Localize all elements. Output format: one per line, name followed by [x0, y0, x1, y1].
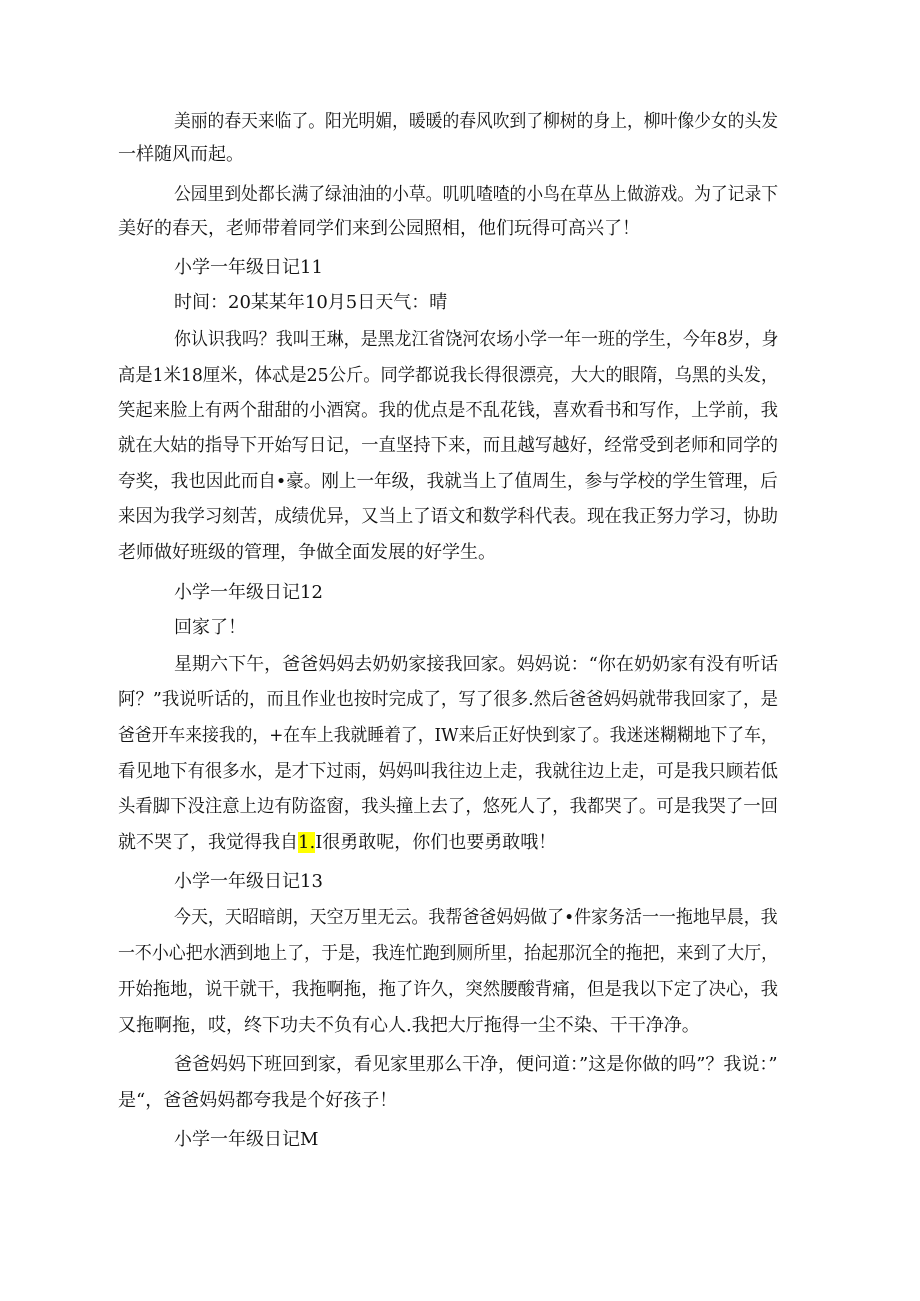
- text-line: [0, 502, 920, 532]
- text-line: [0, 538, 920, 568]
- text-line-content: 时间：20某某年10月5日天气：晴: [174, 292, 448, 313]
- text-line-content: 夸奖，我也因此而自•豪。刚上一年级，我就当上了值周生，参与学校的学生管理，后: [118, 471, 778, 492]
- text-line: [0, 214, 920, 244]
- text-line-content: 星期六下午，爸爸妈妈去奶奶家接我回家。妈妈说：“你在奶奶家有没有听话: [174, 654, 779, 675]
- text-line-content: 高是1米18厘米，体忒是25公斤。同学都说我长得很漂亮，大大的眼隋，乌黑的头发，: [118, 365, 779, 386]
- text-line: [0, 396, 920, 426]
- text-line-content: 又拖啊拖，哎，终下功夫不负有心人.我把大厅拖得一尘不染、干干净净。: [118, 1015, 700, 1036]
- highlight-mark: 1.: [298, 832, 316, 853]
- text-line-content: 美好的春天，老师带着同学们来到公园照相，他们玩得可高兴了！: [118, 218, 640, 239]
- text-line-content: 头看脚下没注意上边有防盗窗，我头撞上去了，悠死人了，我都哭了。可是我哭了一回: [118, 796, 778, 817]
- text-line-content: 老师做好班级的管理，争做全面发展的好学生。: [118, 542, 496, 563]
- text-line: [0, 325, 920, 355]
- text-line-content: 一样随风而起。: [118, 144, 244, 165]
- text-line-content: 笑起来脸上有两个甜甜的小酒窝。我的优点是不乱花钱，喜欢看书和写作，上学前，我: [118, 400, 778, 421]
- text-line-content: 来因为我学习刻苦，成绩优异，又当上了语文和数学科代表。现在我正努力学习，协助: [118, 506, 778, 527]
- text-line-content: 你认识我吗？我叫王琳，是黑龙江省饶河农场小学一年一班的学生，今年8岁，身: [174, 329, 779, 350]
- text-line: [0, 975, 920, 1005]
- text-line-content: 爸爸妈妈下班回到家，看见家里那么干净，便问道：”这是你做的吗”？我说：”: [174, 1054, 778, 1075]
- text-line: [0, 1011, 920, 1041]
- text-line-content: 小学一年级日记M: [174, 1129, 319, 1150]
- text-line: [0, 939, 920, 969]
- text-line: [0, 903, 920, 933]
- text-line: [0, 578, 920, 608]
- text-line: [0, 757, 920, 787]
- text-line-content: 美丽的春天来临了。阳光明媚，暖暖的春风吹到了柳树的身上，柳叶像少女的头发: [174, 111, 778, 132]
- text-line: [0, 253, 920, 283]
- text-line: [0, 431, 920, 461]
- text-line-content: 开始拖地，说干就干，我拖啊拖，拖了许久，突然腰酸背痛，但是我以下定了决心，我: [118, 979, 778, 1000]
- text-line-content: 小学一年级日记12: [174, 582, 323, 603]
- text-line: [0, 1050, 920, 1080]
- text-line-content: 小学一年级日记11: [174, 257, 323, 278]
- text-line-content: 看见地下有很多水，是才下过雨，妈妈叫我往边上走，我就往边上走，可是我只顾若低: [118, 761, 778, 782]
- text-line: [0, 288, 920, 318]
- text-line: [0, 1086, 920, 1116]
- text-line: [0, 1125, 920, 1155]
- text-line-content: 小学一年级日记13: [174, 871, 323, 892]
- text-line-content: 公园里到处都长满了绿油油的小草。叽叽喳喳的小鸟在草丛上做游戏。为了记录下: [174, 184, 778, 205]
- text-line: [0, 180, 920, 210]
- text-line-content: 一不小心把水洒到地上了，于是，我连忙跑到厕所里，抬起那沉全的拖把，来到了大厅，: [118, 943, 778, 964]
- text-line-content: 就在大姑的指导下开始写日记，一直坚持下来，而且越写越好，经常受到老师和同学的: [118, 435, 778, 456]
- text-line-content: 阿？”我说听话的，而且作业也按时完成了，写了很多.然后爸爸妈妈就带我回家了，是: [118, 689, 778, 710]
- text-line: [0, 613, 920, 643]
- text-line: [0, 867, 920, 897]
- text-line-content: 今天，天昭暗朗，天空万里无云。我帮爸爸妈妈做了•件家务活一一拖地早晨，我: [174, 907, 778, 928]
- text-line: [0, 650, 920, 680]
- text-line-content: 爸爸开车来接我的，+在车上我就睡着了，IW来后正好快到家了。我迷迷糊糊地下了车，: [118, 725, 778, 746]
- text-line: [0, 140, 920, 170]
- text-line: [0, 467, 920, 497]
- text-line: [0, 828, 920, 858]
- text-line: [0, 721, 920, 751]
- text-line: [0, 107, 920, 137]
- text-line-content: 就不哭了，我觉得我自1.I很勇敢呢，你们也要勇敢哦！: [118, 832, 557, 853]
- text-line: [0, 361, 920, 391]
- text-line: [0, 685, 920, 715]
- text-line-content: 回家了！: [174, 617, 246, 638]
- text-line-content: 是“，爸爸妈妈都夸我是个好孩子！: [118, 1090, 398, 1111]
- text-line: [0, 792, 920, 822]
